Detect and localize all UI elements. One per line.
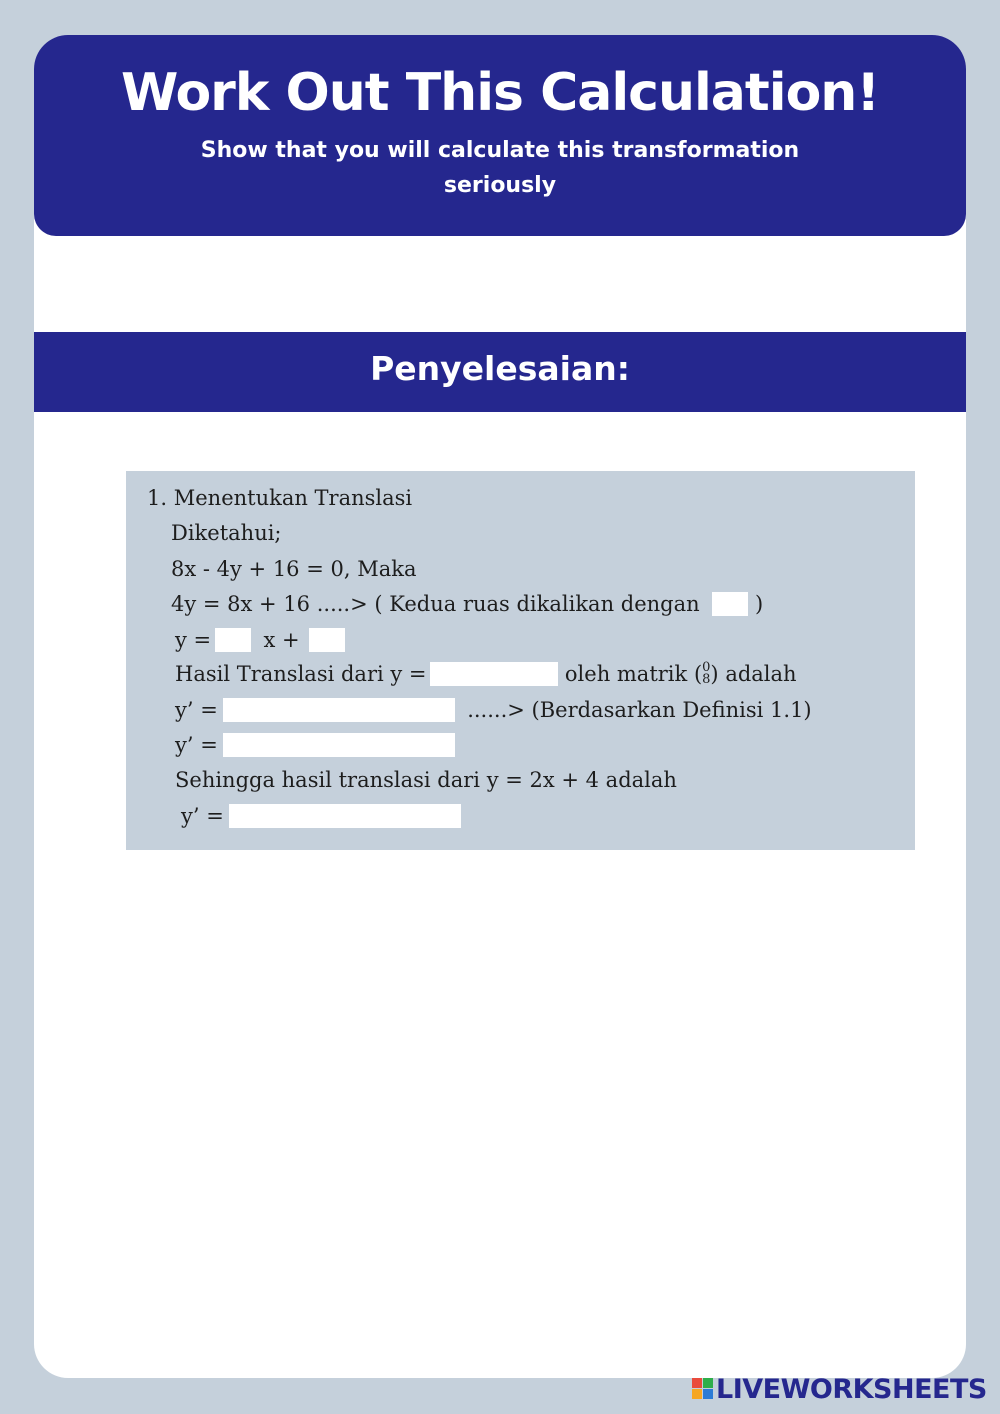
- worksheet-card: [34, 35, 966, 1378]
- item-number: 1.: [147, 486, 168, 510]
- logo-mark-icon: [692, 1378, 713, 1399]
- line-yprime-final: [181, 801, 461, 831]
- adalah-label: adalah: [725, 662, 797, 686]
- slope-input[interactable]: [215, 628, 251, 652]
- intercept-input[interactable]: [309, 628, 345, 652]
- yprime-input-final[interactable]: [229, 804, 461, 828]
- y-equals-label: y =: [175, 628, 212, 652]
- line-1: [147, 483, 412, 513]
- line-yprime-2: [175, 730, 455, 760]
- matrix-bottom: 8: [702, 671, 711, 687]
- line-conclusion: Sehingga hasil translasi dari y = 2x + 4 adalah: [175, 768, 677, 792]
- logo-text: LIVEWORKSHEETS: [716, 1374, 987, 1405]
- logo-square-3: [692, 1389, 702, 1399]
- logo-square-4: [703, 1389, 713, 1399]
- line-rearrange: [171, 589, 763, 619]
- section-banner: Penyelesaian:: [34, 332, 966, 412]
- matrix-label: oleh matrik: [564, 662, 688, 686]
- matrix-close: ): [710, 662, 719, 686]
- line-equation: 8x - 4y + 16 = 0, Maka: [171, 557, 417, 581]
- multiplier-input[interactable]: [712, 592, 748, 616]
- yprime-input-1[interactable]: [223, 698, 455, 722]
- header: [34, 35, 966, 236]
- x-plus-label: x +: [263, 628, 300, 652]
- rearrange-text: 4y = 8x + 16 .....> ( Kedua ruas dikalikan dengan: [171, 592, 700, 616]
- yprime-label: y’ =: [175, 733, 218, 757]
- line-slope: [175, 625, 345, 655]
- liveworksheets-logo: [692, 1374, 987, 1406]
- line-translation: [175, 659, 797, 689]
- matrix-top: 0: [702, 659, 711, 675]
- yprime-label: y’ =: [175, 698, 218, 722]
- equation-input[interactable]: [430, 662, 558, 686]
- yprime-label: y’ =: [181, 804, 224, 828]
- translation-text: Hasil Translasi dari y =: [175, 662, 427, 686]
- logo-square-1: [692, 1378, 702, 1388]
- logo-square-2: [703, 1378, 713, 1388]
- matrix-open: (: [693, 662, 703, 686]
- page-title: Work Out This Calculation!: [120, 63, 880, 123]
- yprime-input-2[interactable]: [223, 733, 455, 757]
- definition-note: ......> (Berdasarkan Definisi 1.1): [467, 698, 812, 722]
- line-yprime-1: [175, 695, 812, 725]
- line-given: Diketahui;: [171, 521, 282, 545]
- page-subtitle: Show that you will calculate this transformation seriously: [200, 138, 800, 198]
- work-panel: [126, 471, 915, 850]
- item-title: Menentukan Translasi: [173, 486, 413, 510]
- rearrange-close: ): [755, 592, 764, 616]
